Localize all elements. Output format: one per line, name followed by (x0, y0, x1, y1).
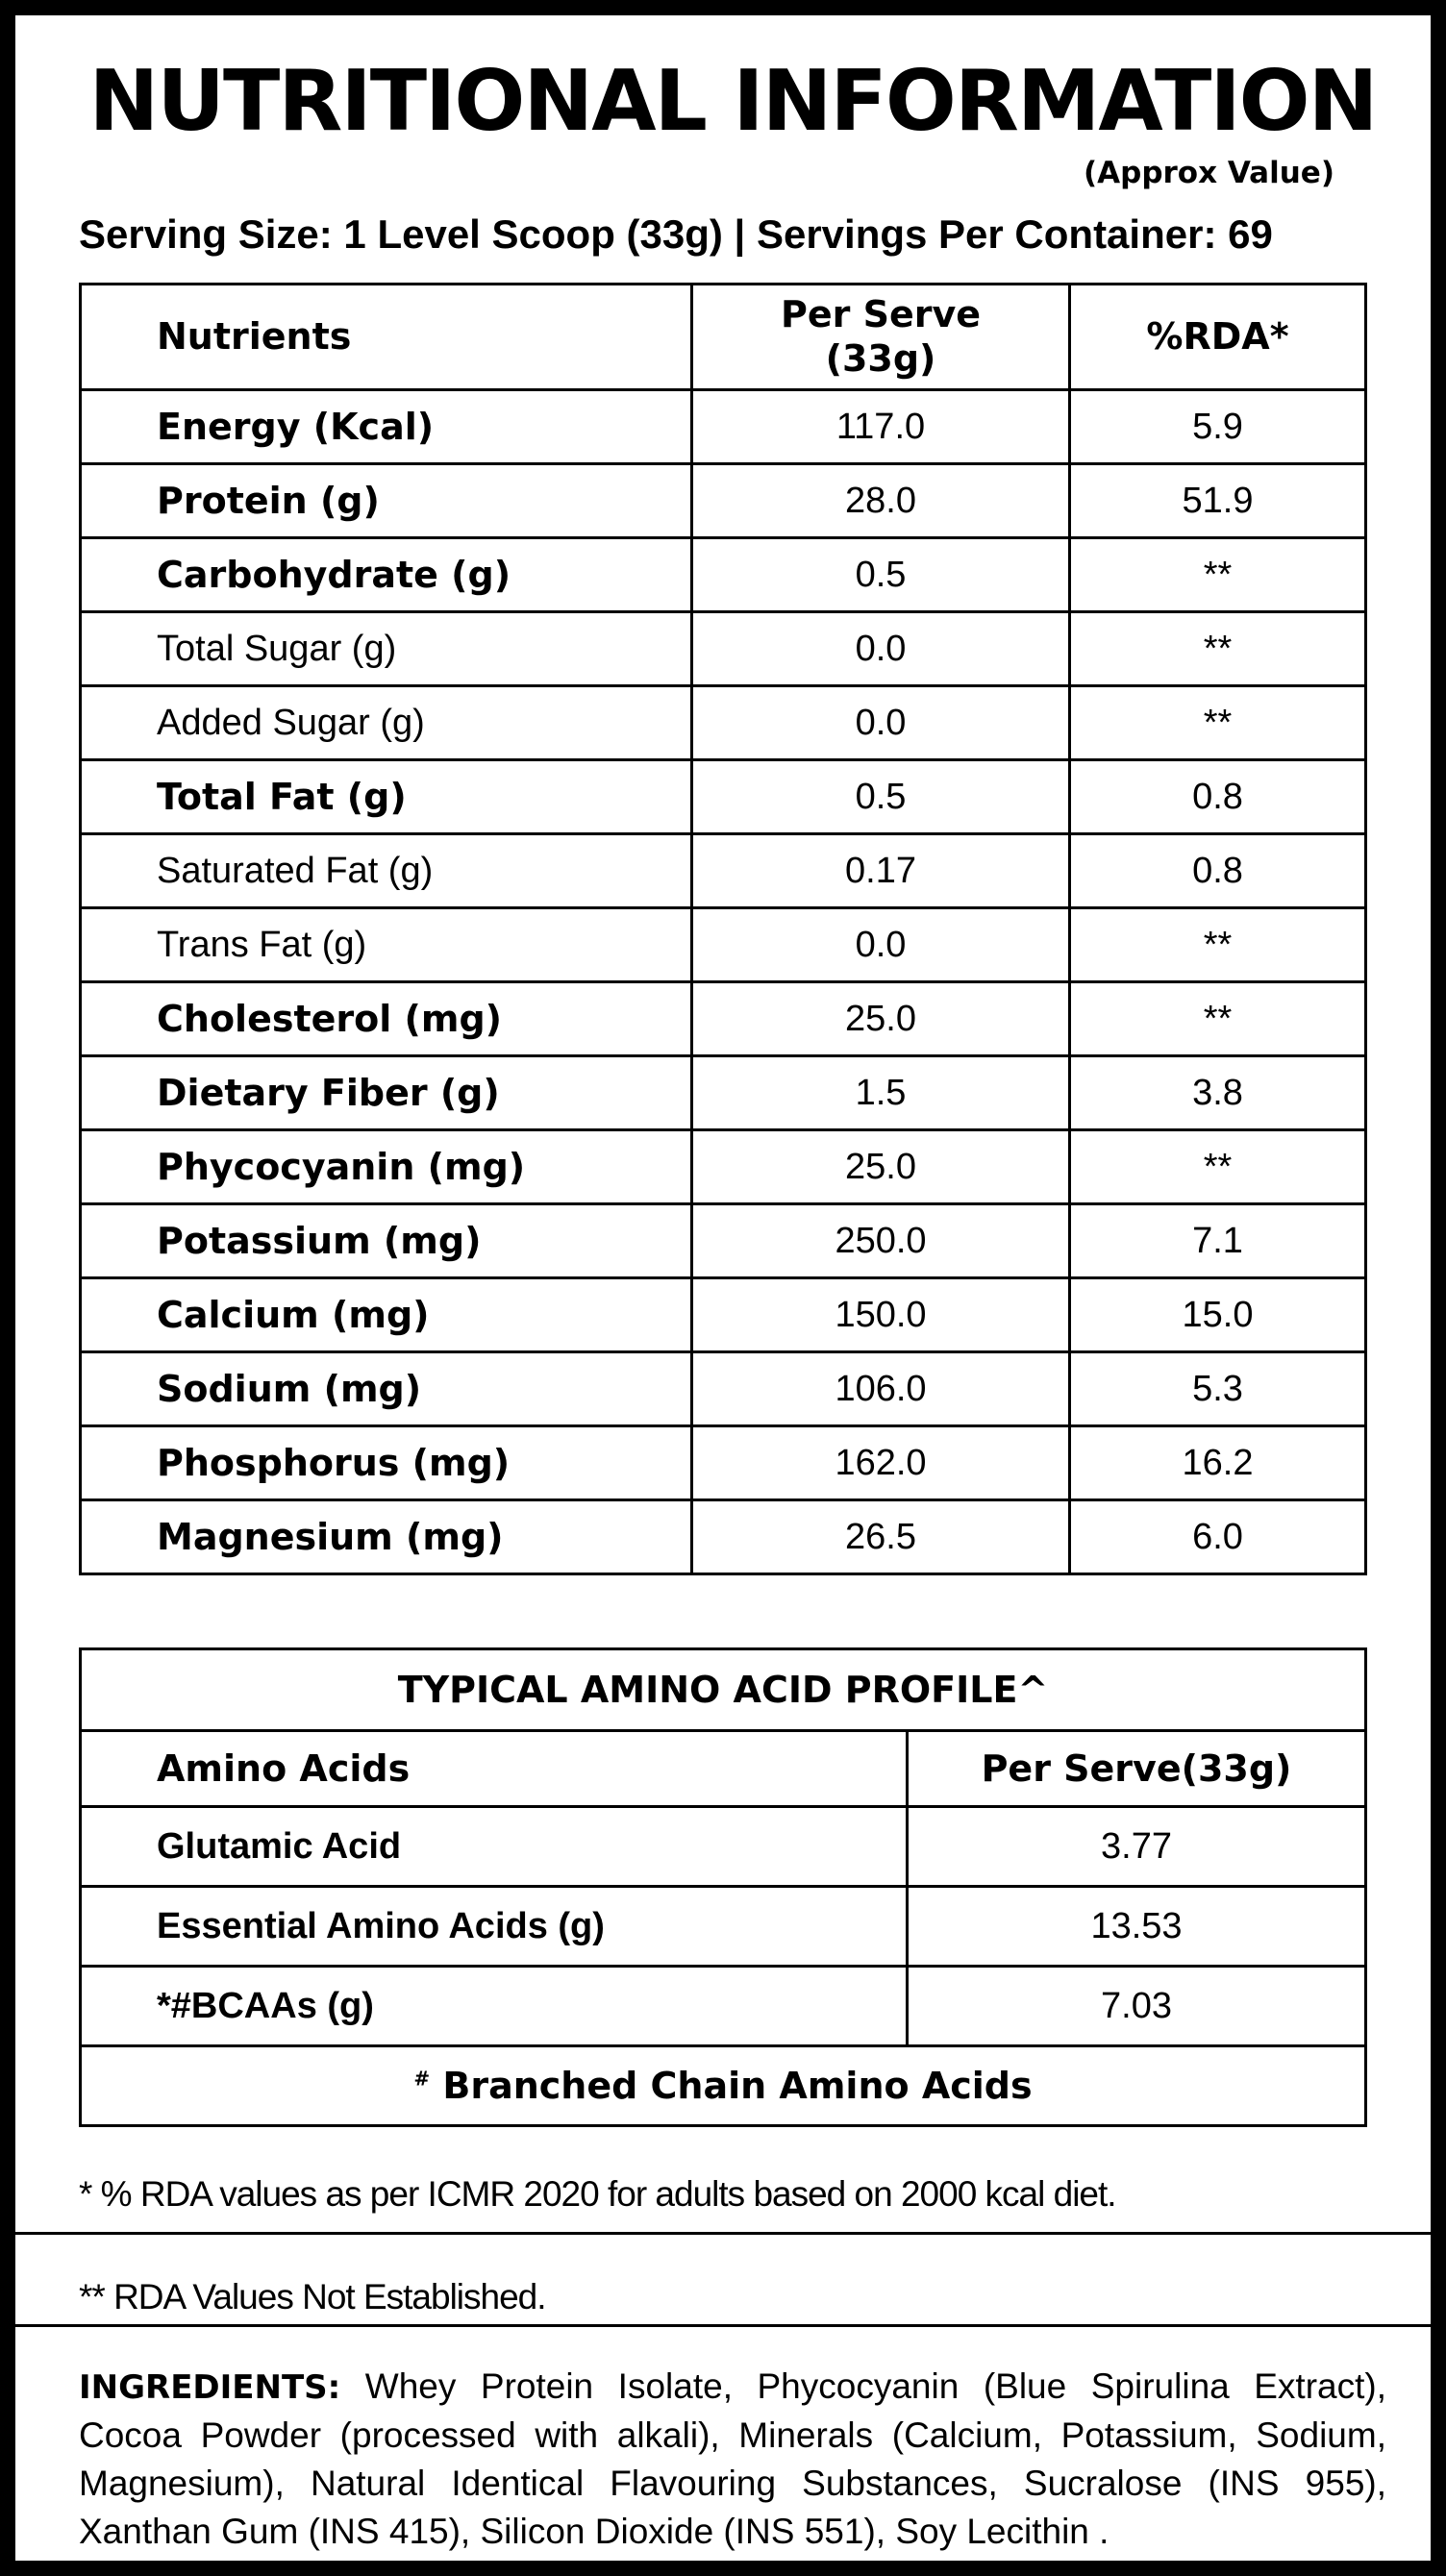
nutrient-rda: 51.9 (1070, 464, 1366, 538)
amino-value: 13.53 (908, 1887, 1366, 1967)
nutrient-value: 25.0 (692, 1130, 1070, 1204)
nutrient-value: 26.5 (692, 1500, 1070, 1574)
header-amino-per-serve: Per Serve(33g) (908, 1731, 1366, 1807)
nutrient-rda: 16.2 (1070, 1426, 1366, 1500)
nutrient-name: Trans Fat (g) (81, 908, 692, 982)
table-row (81, 612, 1366, 686)
nutrient-rda: 3.8 (1070, 1056, 1366, 1130)
nutrient-value: 250.0 (692, 1204, 1070, 1278)
nutrient-name: Carbohydrate (g) (81, 538, 692, 612)
header-rda: %RDA* (1070, 285, 1366, 390)
table-row (81, 1204, 1366, 1278)
divider (15, 2324, 1431, 2327)
nutrient-name: Calcium (mg) (81, 1278, 692, 1352)
nutrient-rda: 7.1 (1070, 1204, 1366, 1278)
nutrient-rda: 0.8 (1070, 760, 1366, 834)
nutrient-value: 25.0 (692, 982, 1070, 1056)
amino-name: Essential Amino Acids (g) (81, 1887, 908, 1967)
ingredients-block (79, 2363, 1386, 2556)
table-row (81, 538, 1366, 612)
nutrient-rda: ** (1070, 982, 1366, 1056)
nutrition-table (79, 283, 1367, 1575)
table-row (81, 760, 1366, 834)
rda-basis-note: * % RDA values as per ICMR 2020 for adults based on 2000 kcal diet. (79, 2174, 1116, 2214)
table-row (81, 1352, 1366, 1426)
amino-name: Glutamic Acid (81, 1807, 908, 1887)
table-row (81, 464, 1366, 538)
amino-footnote (81, 2046, 1366, 2126)
amino-header-row (81, 1731, 1366, 1807)
header-nutrients: Nutrients (81, 285, 692, 390)
nutrient-rda: 5.3 (1070, 1352, 1366, 1426)
table-row (81, 1500, 1366, 1574)
ingredients-label: INGREDIENTS: (79, 2368, 341, 2407)
nutrient-rda: ** (1070, 612, 1366, 686)
nutrient-rda: ** (1070, 1130, 1366, 1204)
nutrient-name: Phycocyanin (mg) (81, 1130, 692, 1204)
table-row (81, 1887, 1366, 1967)
approx-value-note: (Approx Value) (1083, 156, 1334, 190)
nutrient-name: Dietary Fiber (g) (81, 1056, 692, 1130)
nutrient-name: Energy (Kcal) (81, 390, 692, 464)
table-row (81, 1130, 1366, 1204)
header-amino-acids: Amino Acids (81, 1731, 908, 1807)
table-row (81, 1967, 1366, 2046)
nutrient-value: 1.5 (692, 1056, 1070, 1130)
header-per-serve-line1: Per Serve (780, 292, 982, 335)
serving-info: Serving Size: 1 Level Scoop (33g) | Servings Per Container: 69 (79, 211, 1273, 257)
amino-value: 3.77 (908, 1807, 1366, 1887)
nutrient-name: Cholesterol (mg) (81, 982, 692, 1056)
header-per-serve (692, 285, 1070, 390)
nutrient-rda: 6.0 (1070, 1500, 1366, 1574)
nutrient-rda: 5.9 (1070, 390, 1366, 464)
nutrient-name: Saturated Fat (g) (81, 834, 692, 908)
nutrient-name: Added Sugar (g) (81, 686, 692, 760)
nutrient-name: Phosphorus (mg) (81, 1426, 692, 1500)
page-title: NUTRITIONAL INFORMATION (88, 52, 1377, 150)
table-row (81, 1807, 1366, 1887)
nutrient-name: Protein (g) (81, 464, 692, 538)
nutrient-value: 0.0 (692, 612, 1070, 686)
ingredients-text: Whey Protein Isolate, Phycocyanin (Blue Spirulina Extract), Cocoa Powder (processed with alkali), Minerals (Calcium, Potassium, Sodium, Magnesium), Natural Identical Flavouring Substances, Sucralose (INS 955), Xanthan Gum (INS 415), Silicon Dioxide (INS 551), Soy Lecithin . (79, 2366, 1386, 2551)
nutrient-value: 117.0 (692, 390, 1070, 464)
header-per-serve-line2: (33g) (825, 336, 936, 380)
amino-name: *#BCAAs (g) (81, 1967, 908, 2046)
footnote-mark: # (413, 2067, 431, 2091)
amino-title-row (81, 1649, 1366, 1731)
nutrient-rda: ** (1070, 538, 1366, 612)
table-row (81, 390, 1366, 464)
nutrient-value: 0.0 (692, 908, 1070, 982)
nutrient-value: 0.17 (692, 834, 1070, 908)
nutrient-rda: ** (1070, 908, 1366, 982)
nutrient-value: 0.5 (692, 538, 1070, 612)
table-row (81, 686, 1366, 760)
divider (15, 2232, 1431, 2235)
rda-not-established-note: ** RDA Values Not Established. (79, 2277, 546, 2316)
nutrient-name: Potassium (mg) (81, 1204, 692, 1278)
nutrient-rda: ** (1070, 686, 1366, 760)
nutrient-name: Magnesium (mg) (81, 1500, 692, 1574)
amino-table-title: TYPICAL AMINO ACID PROFILE^ (81, 1649, 1366, 1731)
amino-value: 7.03 (908, 1967, 1366, 2046)
nutrient-value: 106.0 (692, 1352, 1070, 1426)
nutrition-header-row (81, 285, 1366, 390)
table-row (81, 834, 1366, 908)
nutrient-value: 28.0 (692, 464, 1070, 538)
table-row (81, 1056, 1366, 1130)
nutrient-rda: 15.0 (1070, 1278, 1366, 1352)
table-row (81, 982, 1366, 1056)
nutrient-name: Total Fat (g) (81, 760, 692, 834)
table-row (81, 908, 1366, 982)
nutrient-rda: 0.8 (1070, 834, 1366, 908)
amino-footnote-row (81, 2046, 1366, 2126)
nutrient-value: 162.0 (692, 1426, 1070, 1500)
table-row (81, 1278, 1366, 1352)
nutrient-name: Sodium (mg) (81, 1352, 692, 1426)
nutrient-value: 0.0 (692, 686, 1070, 760)
amino-acid-table (79, 1647, 1367, 2127)
nutrient-value: 0.5 (692, 760, 1070, 834)
footnote-text: Branched Chain Amino Acids (442, 2065, 1033, 2107)
nutrient-name: Total Sugar (g) (81, 612, 692, 686)
nutrient-value: 150.0 (692, 1278, 1070, 1352)
table-row (81, 1426, 1366, 1500)
